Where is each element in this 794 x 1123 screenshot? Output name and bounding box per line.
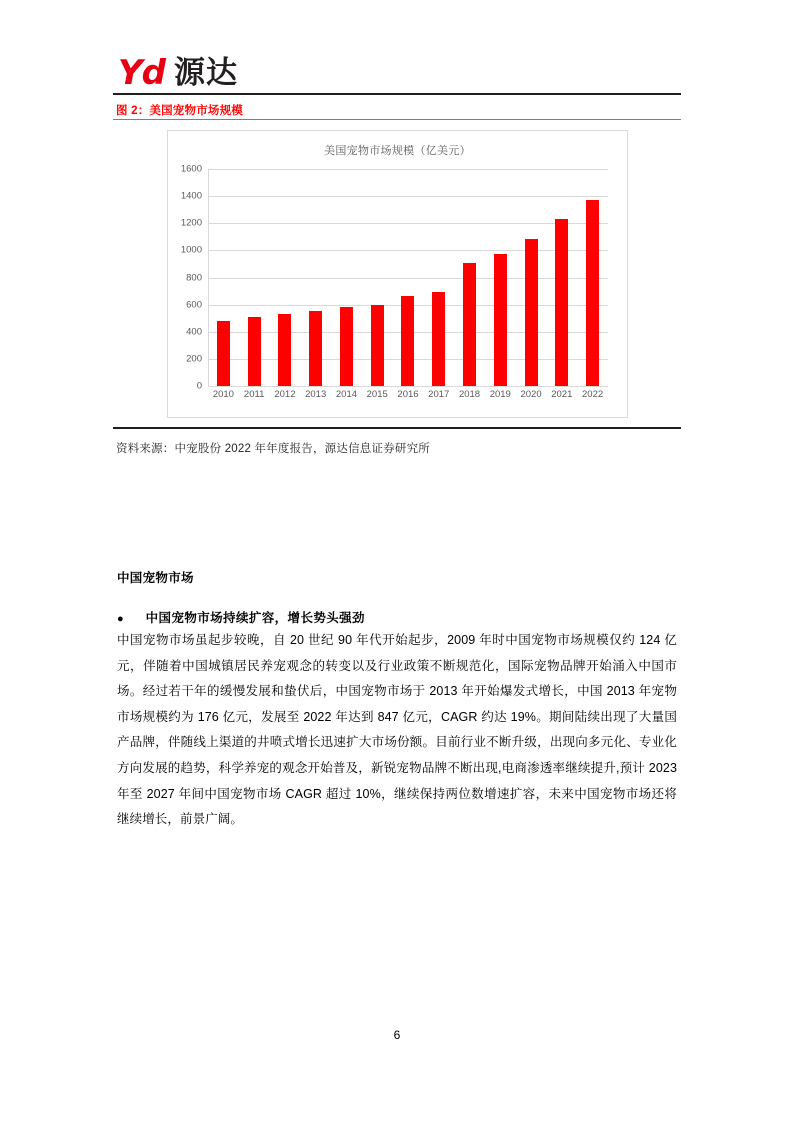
- bar-2017: [432, 292, 445, 386]
- bar-cell: [516, 169, 547, 386]
- bar-cell: [546, 169, 577, 386]
- figure-caption: 图 2：美国宠物市场规模: [116, 105, 243, 117]
- bar-2020: [525, 239, 538, 386]
- bar-2015: [371, 305, 384, 386]
- y-axis-tick-label: 1400: [180, 190, 202, 202]
- bar-cell: [331, 169, 362, 386]
- bar-cell: [239, 169, 270, 386]
- chart-plot-area: [180, 163, 608, 392]
- figure-source: 资料来源：中宠股份 2022 年年度报告，源达信息证券研究所: [116, 443, 430, 455]
- bullet-dot-icon: ●: [117, 613, 124, 625]
- y-axis-tick-label: 600: [186, 299, 202, 311]
- bar-cell: [270, 169, 301, 386]
- x-axis-tick-label: 2020: [520, 389, 542, 400]
- x-axis-tick-label: 2015: [366, 389, 388, 400]
- bar-2013: [309, 311, 322, 386]
- x-axis-tick-label: 2011: [243, 389, 265, 400]
- bar-cell: [454, 169, 485, 386]
- x-axis-tick-label: 2010: [212, 389, 234, 400]
- bar-cell: [485, 169, 516, 386]
- bar-2022: [586, 200, 599, 386]
- y-axis-tick-label: 1000: [180, 244, 202, 256]
- y-axis-tick-label: 1600: [180, 163, 202, 175]
- x-axis-tick-label: 2013: [305, 389, 327, 400]
- bar-cell: [423, 169, 454, 386]
- body-paragraph: 中国宠物市场虽起步较晚，自 20 世纪 90 年代开始起步，2009 年时中国宠物市场规模仅约 124 亿元，伴随着中国城镇居民养宠观念的转变以及行业政策不断规范化，国际宠物品牌开始涌入中国市场。经过若干年的缓慢发展和蛰伏后，中国宠物市场于 2013 年开始爆发式增长，中国 2013 年宠物市场规模约为 176 亿元，发展至 2022 年达到 847 亿元，CAGR 约达 19%。期间陆续出现了大量国产品牌，伴随线上渠道的井喷式增长迅速扩大市场份额。目前行业不断升级，出现向多元化、专业化方向发展的趋势，科学养宠的观念开始普及，新锐宠物品牌不断出现,电商渗透率继续提升,预计 2023 年至 2027 年间中国宠物市场 CAGR 超过 10%，继续保持两位数增速扩容，未来中国宠物市场还将继续增长，前景广阔。: [117, 633, 677, 827]
- bar-2014: [340, 307, 353, 386]
- x-axis-tick-label: 2021: [551, 389, 573, 400]
- bar-cell: [577, 169, 608, 386]
- chart-x-axis-labels: [208, 389, 608, 400]
- y-axis-tick-label: 400: [186, 326, 202, 338]
- x-axis-tick-label: 2016: [397, 389, 419, 400]
- bar-2018: [463, 263, 476, 386]
- bullet-heading: 中国宠物市场持续扩容，增长势头强劲: [145, 611, 365, 625]
- bar-cell: [300, 169, 331, 386]
- chart-bars: [208, 169, 608, 386]
- y-axis-tick-label: 1200: [180, 217, 202, 229]
- page-number: 6: [393, 1028, 401, 1042]
- x-axis-tick-label: 2019: [489, 389, 511, 400]
- caption-rule-bottom: [113, 119, 681, 120]
- y-axis-tick-label: 800: [186, 272, 202, 283]
- logo-mark-text: Yd: [118, 53, 165, 93]
- brand-logo: [118, 52, 238, 94]
- bar-2011: [248, 317, 261, 386]
- x-axis-tick-label: 2018: [458, 389, 481, 400]
- x-axis-tick-label: 2022: [582, 389, 604, 400]
- bar-cell: [393, 169, 424, 386]
- bar-2016: [401, 296, 414, 386]
- bar-cell: [208, 169, 239, 386]
- chart-title: 美国宠物市场规模（亿美元）: [324, 145, 471, 157]
- bar-2021: [555, 219, 568, 386]
- logo-name-text: 源达: [173, 54, 238, 91]
- y-axis-tick-label: 0: [196, 380, 202, 392]
- source-rule: [113, 427, 681, 429]
- bar-cell: [362, 169, 393, 386]
- section-heading: 中国宠物市场: [117, 571, 194, 585]
- y-axis-tick-label: 200: [186, 353, 202, 365]
- bar-2010: [217, 321, 230, 386]
- x-axis-tick-label: 2014: [335, 389, 358, 400]
- bar-2019: [494, 254, 507, 386]
- caption-rule-top: [113, 93, 681, 95]
- x-axis-tick-label: 2012: [274, 389, 296, 400]
- bullet-heading-row: [117, 608, 365, 626]
- bar-2012: [278, 314, 291, 386]
- x-axis-tick-label: 2017: [428, 389, 450, 400]
- chart-container: [167, 130, 628, 418]
- gridline: [196, 380, 608, 392]
